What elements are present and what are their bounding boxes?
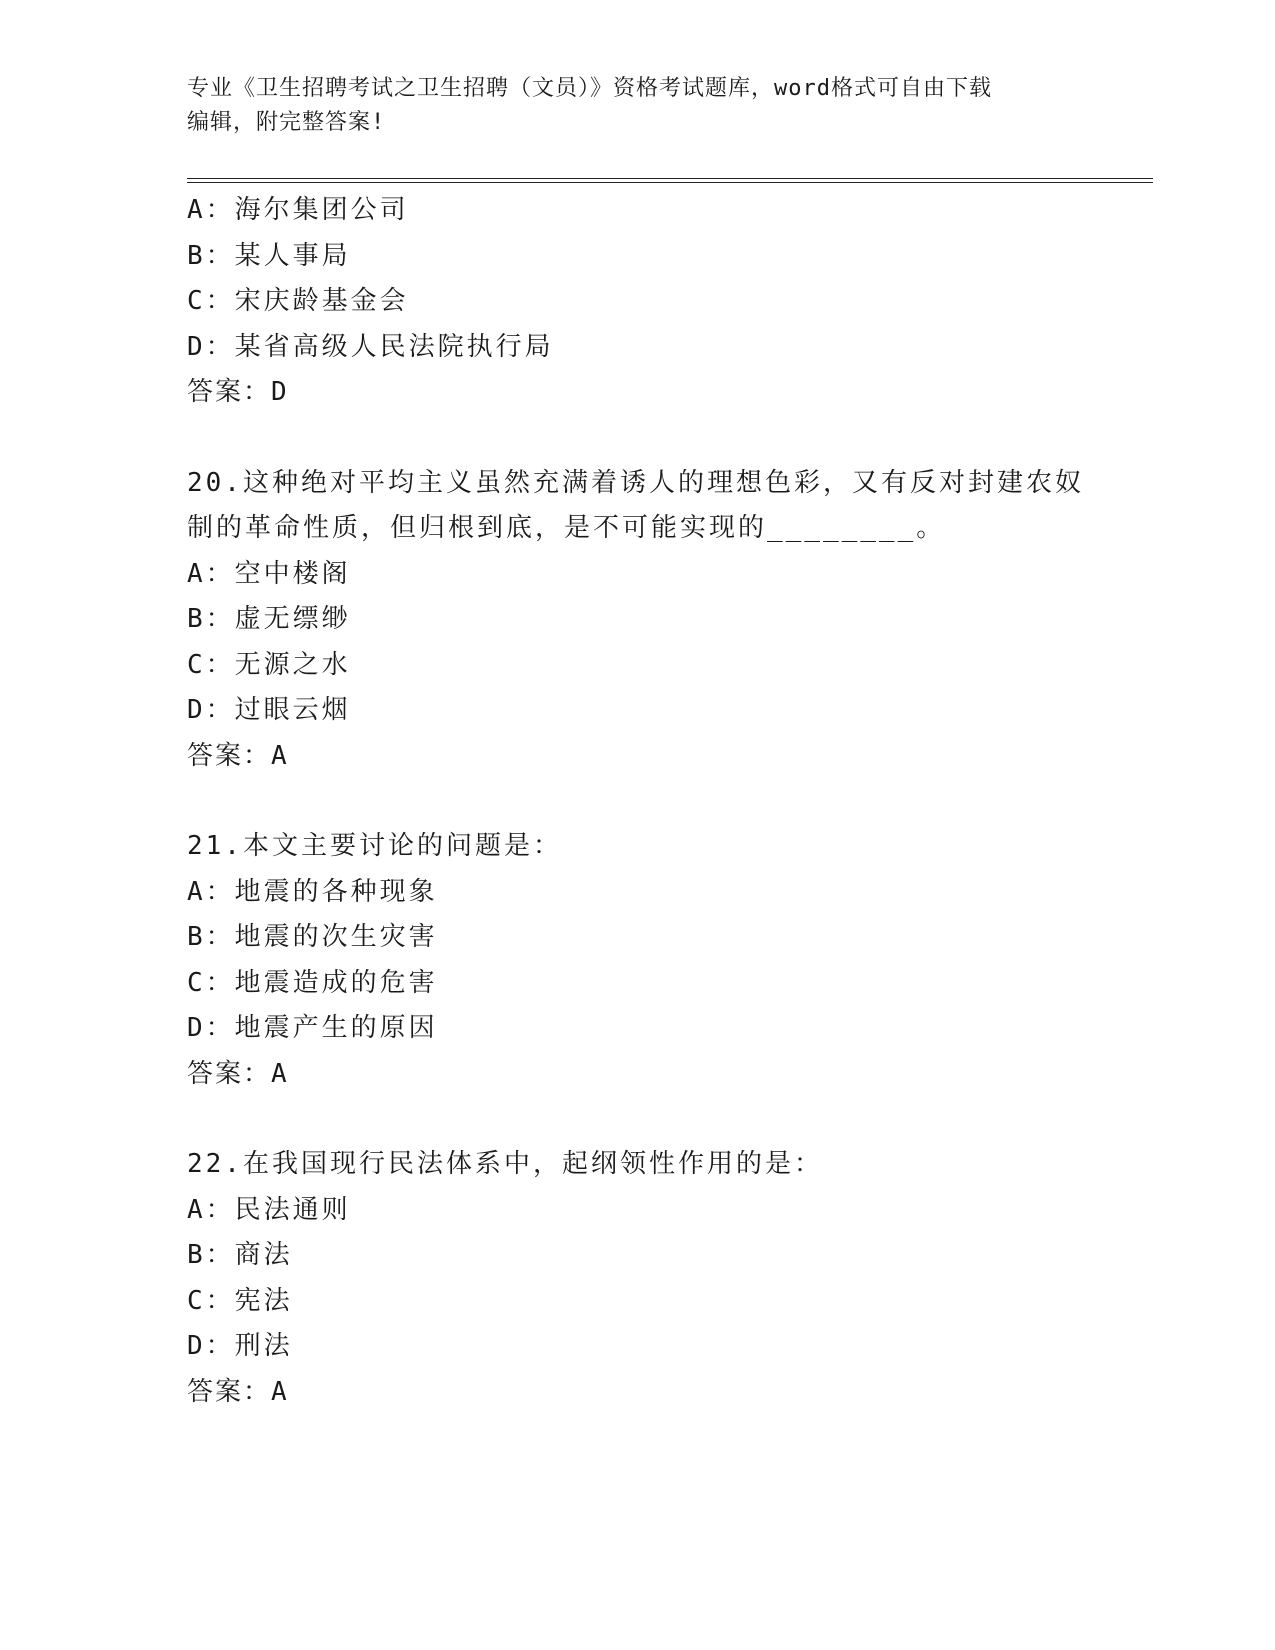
option-d: D：某省高级人民法院执行局	[187, 331, 554, 362]
answer-line	[187, 734, 1087, 780]
option-b: B：某人事局	[187, 240, 351, 271]
question-21	[187, 824, 1087, 1097]
option-a: A：海尔集团公司	[187, 195, 409, 225]
option-c: C：地震造成的危害	[187, 967, 438, 998]
answer-label: 答案：	[187, 1376, 272, 1407]
header-line-1: 专业《卫生招聘考试之卫生招聘（文员）》资格考试题库，word格式可自由下载	[187, 76, 992, 101]
answer-label: 答案：	[187, 377, 272, 407]
answer-line	[187, 370, 1087, 416]
option-b: B：商法	[187, 1240, 293, 1270]
question-19	[187, 188, 1087, 416]
option-d: D：地震产生的原因	[187, 1013, 438, 1043]
question-22	[187, 1142, 1087, 1415]
option-b: B：地震的次生灾害	[187, 922, 438, 952]
answer-line	[187, 1052, 1087, 1098]
option-d: D：过眼云烟	[187, 695, 351, 725]
question-stem-line-2: 制的革命性质，但归根到底，是不可能实现的________。	[187, 513, 946, 543]
question-list	[187, 188, 1087, 1415]
header-divider	[187, 178, 1153, 183]
document-header	[187, 72, 1087, 140]
question-20	[187, 461, 1087, 780]
answer-value: A	[271, 1376, 290, 1407]
option-a: A：空中楼阁	[187, 558, 351, 589]
header-line-2: 编辑，附完整答案!	[187, 110, 386, 135]
option-d: D：刑法	[187, 1331, 293, 1361]
question-stem-line-1: 22.在我国现行民法体系中，起纲领性作用的是：	[187, 1149, 823, 1179]
question-stem-line-1: 21.本文主要讨论的问题是：	[187, 831, 562, 861]
option-c: C：宪法	[187, 1285, 293, 1316]
answer-value: A	[271, 1058, 290, 1089]
answer-line	[187, 1370, 1087, 1416]
option-a: A：地震的各种现象	[187, 876, 438, 907]
question-stem-line-1: 20.这种绝对平均主义虽然充满着诱人的理想色彩，又有反对封建农奴	[187, 467, 1084, 498]
option-c: C：宋庆龄基金会	[187, 286, 409, 316]
option-a: A：民法通则	[187, 1194, 351, 1225]
option-c: C：无源之水	[187, 649, 351, 680]
answer-value: A	[271, 740, 290, 771]
option-b: B：虚无缥缈	[187, 604, 351, 634]
answer-label: 答案：	[187, 740, 272, 771]
answer-value: D	[271, 377, 290, 407]
answer-label: 答案：	[187, 1058, 272, 1089]
